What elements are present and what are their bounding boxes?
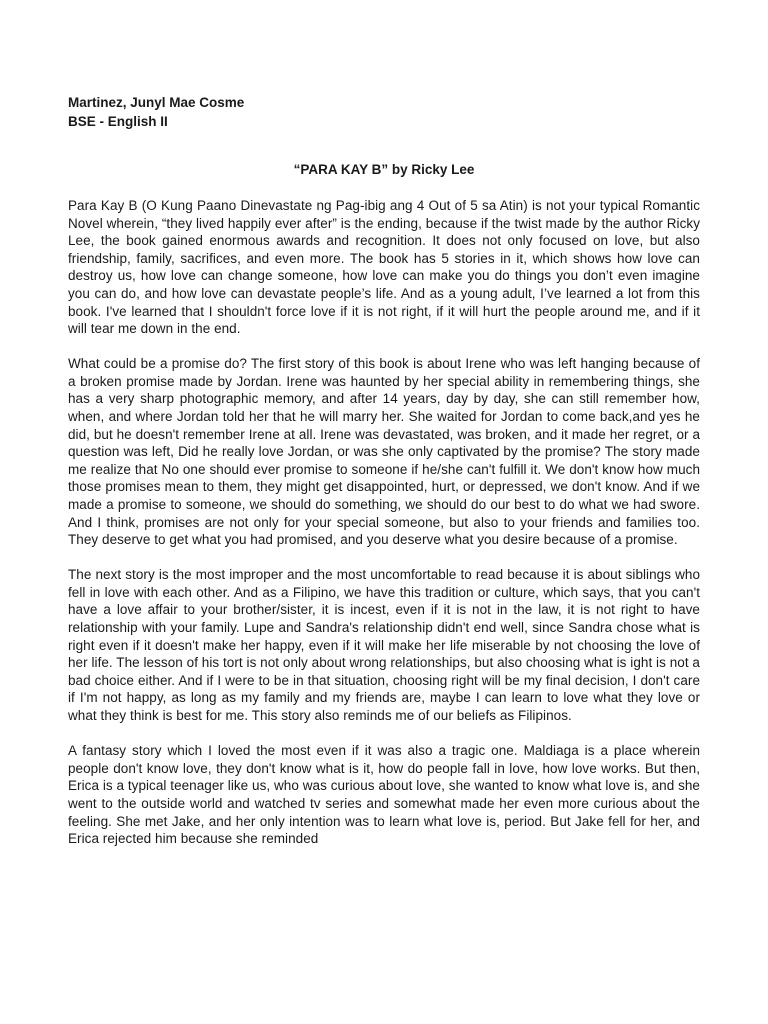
paragraph-second-story: The next story is the most improper and the most uncomfortable to read because it is about siblings who fell in love with each other. And as a Filipino, we have this tradition or culture, which says, that you can't have a love affair to your brother/sister, it is incest, even if it is not in the law, it is not right to have relationship with your family. Lupe and Sandra's relationship didn't end well, since Sandra chose what is right even if it doesn't make her happy, even if it will make her life miserable by not choosing the love of her life. The lesson of his tort is not only about wrong relationships, but also choosing what is ight is not a bad choice either. And if I were to be in that situation, choosing right will be my final decision, I don't care if I'm not happy, as long as my family and my friends are, maybe I can learn to love what they love or what they think is best for me. This story also reminds me of our beliefs as Filipinos. [68, 567, 700, 724]
course-label: BSE - English II [68, 114, 168, 129]
paragraph-fantasy-story: A fantasy story which I loved the most even if it was also a tragic one. Maldiaga is a place wherein people don't know love, they don't know what is it, how do people fall in love, how love works. But then, Erica is a typical teenager like us, who was curious about love, she wanted to know what love is, and she went to the outside world and watched tv series and somewhat made her even more curious about the feeling. She met Jake, and her only intention was to learn what love is, period. But Jake fell for her, and Erica rejected him because she reminded [68, 743, 700, 847]
paragraph-intro: Para Kay B (O Kung Paano Dinevastate ng Pag-ibig ang 4 Out of 5 sa Atin) is not your typical Romantic Novel wherein, “they lived happily ever after” is the ending, because if the twist made by the author Ricky Lee, the book gained enormous awards and recognition. It does not only focused on love, but also friendship, family, sacrifices, and even more. The book has 5 stories in it, which shows how love can destroy us, how love can change someone, how love can make you do things you don’t even imagine you can do, and how love can devastate people’s life. And as a young adult, I’ve learned a lot from this book. I've learned that I shouldn't force love if it is not right, if it will hurt the people around me, and if it will tear me down in the end. [68, 198, 700, 337]
author-name: Martinez, Junyl Mae Cosme [68, 95, 245, 110]
essay-title: “PARA KAY B” by Ricky Lee [293, 162, 475, 177]
paragraph-first-story: What could be a promise do? The first story of this book is about Irene who was left hanging because of a broken promise made by Jordan. Irene was haunted by her special ability in remembering things, she has a very sharp photographic memory, and after 14 years, day by day, she can still remember how, when, and where Jordan told her that he will marry her. She waited for Jordan to come back,and yes he did, but he doesn't remember Irene at all. Irene was devastated, was broken, and it made her regret, or a question was left, Did he really love Jordan, or was she only captivated by the promise? The story made me realize that No one should ever promise to someone if he/she can't fulfill it. We don't know how much those promises mean to them, they might get disappointed, hurt, or depressed, we don't know. And if we made a promise to someone, we should do something, we should do our best to do what we had swore. And I think, promises are not only for your special someone, but also to your friends and families too. They deserve to get what you had promised, and you deserve what you desire because of a promise. [68, 356, 700, 548]
